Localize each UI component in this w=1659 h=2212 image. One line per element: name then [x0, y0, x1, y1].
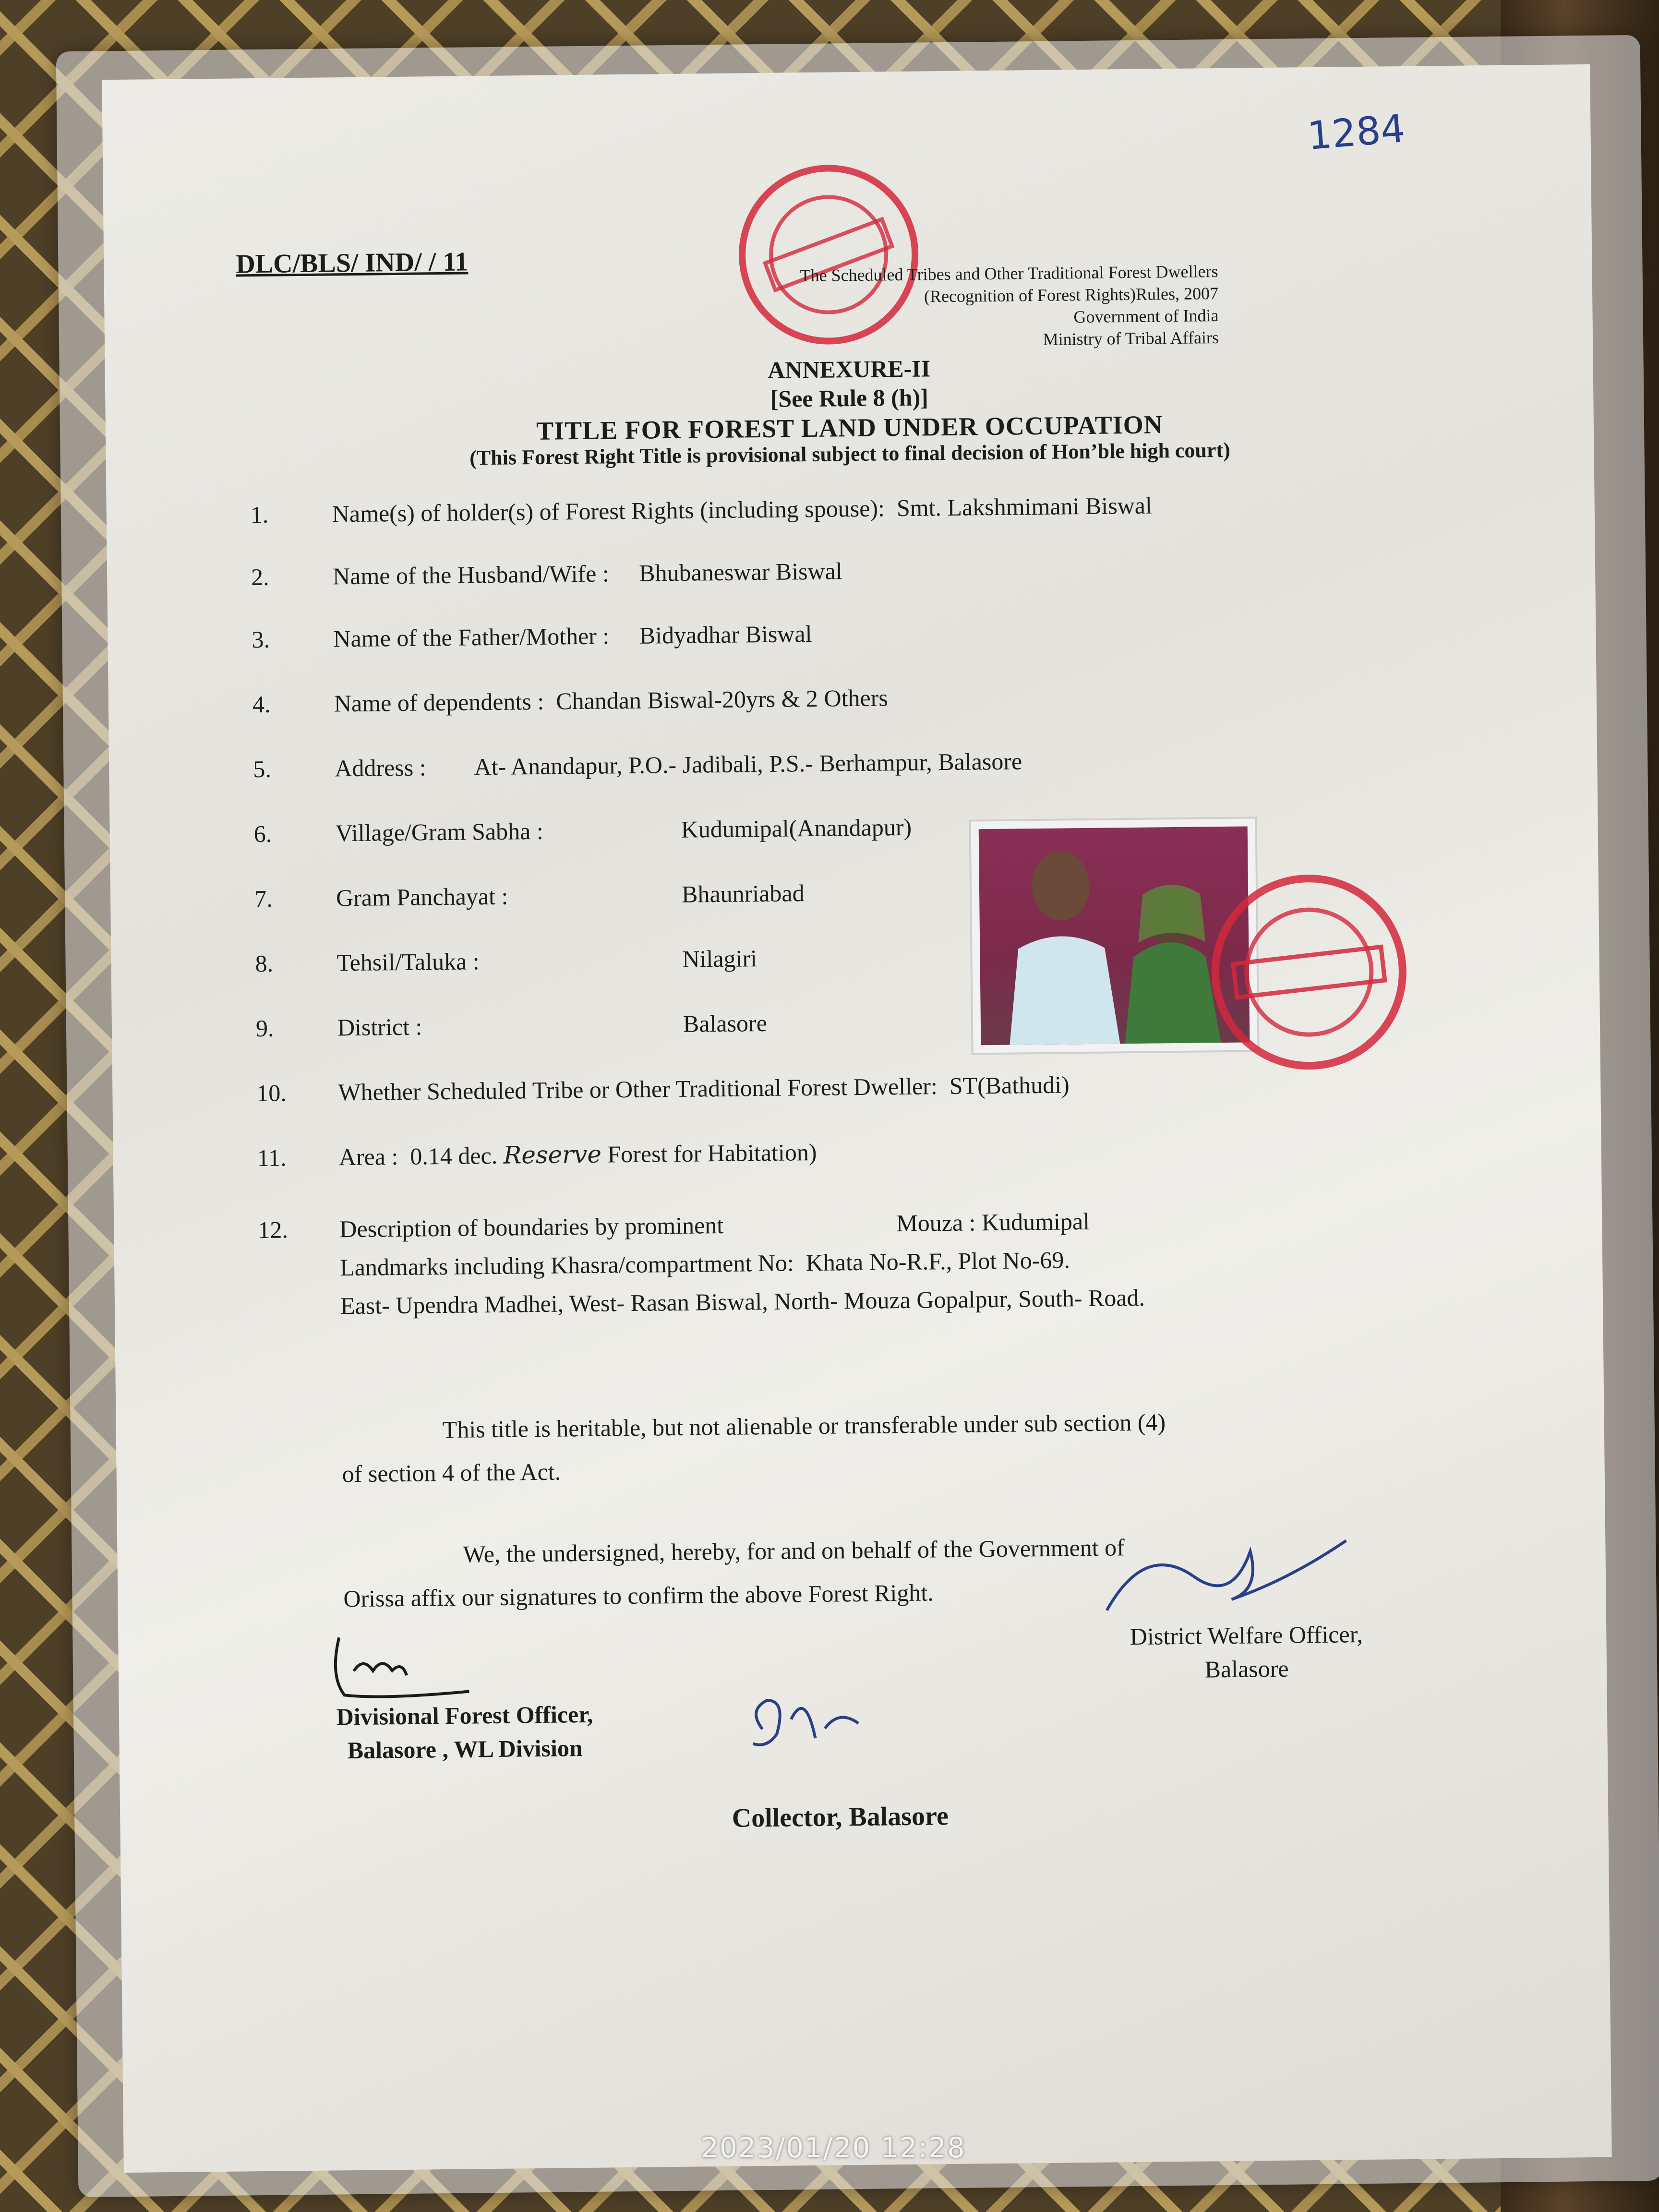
- field-label: Address :: [335, 754, 426, 782]
- field-value: ST(Bathudi): [949, 1071, 1070, 1099]
- rule-reference: [See Rule 8 (h)]: [770, 384, 929, 412]
- boundary-row-3: [340, 1284, 1145, 1320]
- field-number: 1.: [250, 501, 269, 529]
- field-row: [252, 620, 812, 653]
- dwo-district: Balasore: [1204, 1655, 1289, 1683]
- field-label: Gram Panchayat :: [336, 882, 508, 912]
- forest-right-title-document: [102, 64, 1611, 2173]
- field-number: 6.: [253, 820, 272, 848]
- field-label: Name of the Husband/Wife :: [332, 560, 609, 590]
- field-value: Nilagiri: [682, 945, 757, 973]
- dwo-signatory: [1030, 1616, 1463, 1688]
- approved-stamp-photo: [1205, 868, 1413, 1076]
- field-label: Area :: [338, 1143, 398, 1171]
- field-number: 4.: [252, 690, 271, 718]
- field-row: [252, 684, 888, 718]
- field-value: 0.14 dec.: [410, 1142, 498, 1170]
- field-value: Bhubaneswar Biswal: [638, 557, 842, 587]
- field-row: [253, 813, 912, 848]
- field-value: Balasore: [683, 1009, 768, 1037]
- field-number: 12.: [258, 1216, 289, 1244]
- field-number: 11.: [257, 1144, 287, 1172]
- field-number: 9.: [255, 1014, 274, 1042]
- document-subtitle: (This Forest Right Title is provisional subject to final decision of Hon’ble high court): [469, 438, 1230, 470]
- boundary-label-line1: Description of boundaries by prominent: [339, 1211, 724, 1243]
- boundary-label-line2: Landmarks including Khasra/compartment No:: [339, 1249, 794, 1281]
- heritable-clause-line2: of section 4 of the Act.: [342, 1458, 561, 1488]
- issuing-authority-header: [800, 260, 1219, 353]
- header-line-1: The Scheduled Tribes and Other Traditional Forest Dwellers: [800, 262, 1218, 286]
- field-number: 5.: [253, 755, 272, 783]
- field-number: 2.: [251, 563, 269, 591]
- khata-plot-value: Khata No-R.F., Plot No-69.: [805, 1246, 1070, 1276]
- field-row: [255, 944, 757, 977]
- field-number: 3.: [252, 625, 270, 653]
- heritable-clause-line1: This title is heritable, but not alienable or transferable under sub section (4): [442, 1408, 1166, 1443]
- handwritten-serial-number: 1284: [1306, 106, 1407, 159]
- field-label: Name of dependents :: [334, 687, 544, 717]
- field-value: Smt. Lakshmimani Biswal: [896, 492, 1153, 522]
- field-label: Village/Gram Sabha :: [335, 817, 543, 847]
- collector-signatory: Collector, Balasore: [732, 1801, 949, 1833]
- dfo-signature: [325, 1626, 479, 1705]
- field-value: Bidyadhar Biswal: [639, 620, 812, 649]
- field-row: [256, 1070, 1070, 1107]
- field-label: Tehsil/Taluka :: [337, 948, 480, 976]
- boundary-row-2: [340, 1246, 1070, 1281]
- annexure-heading: ANNEXURE-II: [767, 355, 931, 384]
- field-value: Chandan Biswal-20yrs & 2 Others: [555, 684, 889, 715]
- undersigned-clause-line1: We, the undersigned, hereby, for and on behalf of the Government of: [463, 1534, 1125, 1568]
- field-row: [257, 1138, 817, 1172]
- dwo-signature: [1087, 1521, 1357, 1630]
- field-label: District :: [337, 1013, 422, 1041]
- field-number: 8.: [255, 950, 274, 977]
- header-line-3: Government of India: [1073, 306, 1219, 327]
- collector-signature: [733, 1670, 888, 1758]
- field-label: Name of the Father/Mother :: [333, 622, 610, 652]
- photo-timestamp: 2023/01/20 12:28: [701, 2131, 966, 2164]
- field-value: Kudumipal(Anandapur): [681, 813, 912, 843]
- field-number: 10.: [256, 1079, 287, 1107]
- field-value: Bhaunriabad: [681, 879, 805, 908]
- field-row: [253, 747, 1022, 783]
- field-number: 7.: [254, 885, 273, 913]
- dfo-signatory: [249, 1696, 681, 1768]
- field-row: [254, 879, 805, 913]
- reference-number: DLC/BLS/ IND/ / 11: [235, 247, 469, 279]
- dfo-division: Balasore , WL Division: [347, 1734, 583, 1764]
- field-row: [256, 1009, 767, 1042]
- boundary-row: [258, 1207, 1090, 1244]
- dwo-title: District Welfare Officer,: [1130, 1621, 1363, 1650]
- field-label: Whether Scheduled Tribe or Other Traditional Forest Dweller:: [338, 1072, 938, 1106]
- document-title: TITLE FOR FOREST LAND UNDER OCCUPATION: [536, 410, 1164, 445]
- boundary-directions: East- Upendra Madhei, West- Rasan Biswal, North- Mouza Gopalpur, South- Road.: [340, 1284, 1145, 1320]
- field-value-after: Forest for Habitation): [607, 1138, 817, 1168]
- field-value: At- Anandapur, P.O.- Jadibali, P.S.- Berhampur, Balasore: [474, 747, 1022, 781]
- field-row: [250, 491, 1152, 529]
- dfo-title: Divisional Forest Officer,: [336, 1700, 593, 1731]
- handwritten-land-type: Reserve: [503, 1140, 602, 1169]
- undersigned-clause-line2: Orissa affix our signatures to confirm the above Forest Right.: [343, 1579, 934, 1612]
- header-line-2: (Recognition of Forest Rights)Rules, 2007: [924, 284, 1219, 306]
- field-label: Name(s) of holder(s) of Forest Rights (including spouse):: [332, 494, 885, 528]
- mouza-value: Mouza : Kudumipal: [896, 1207, 1090, 1237]
- field-row: [251, 557, 842, 591]
- header-line-4: Ministry of Tribal Affairs: [1043, 328, 1219, 349]
